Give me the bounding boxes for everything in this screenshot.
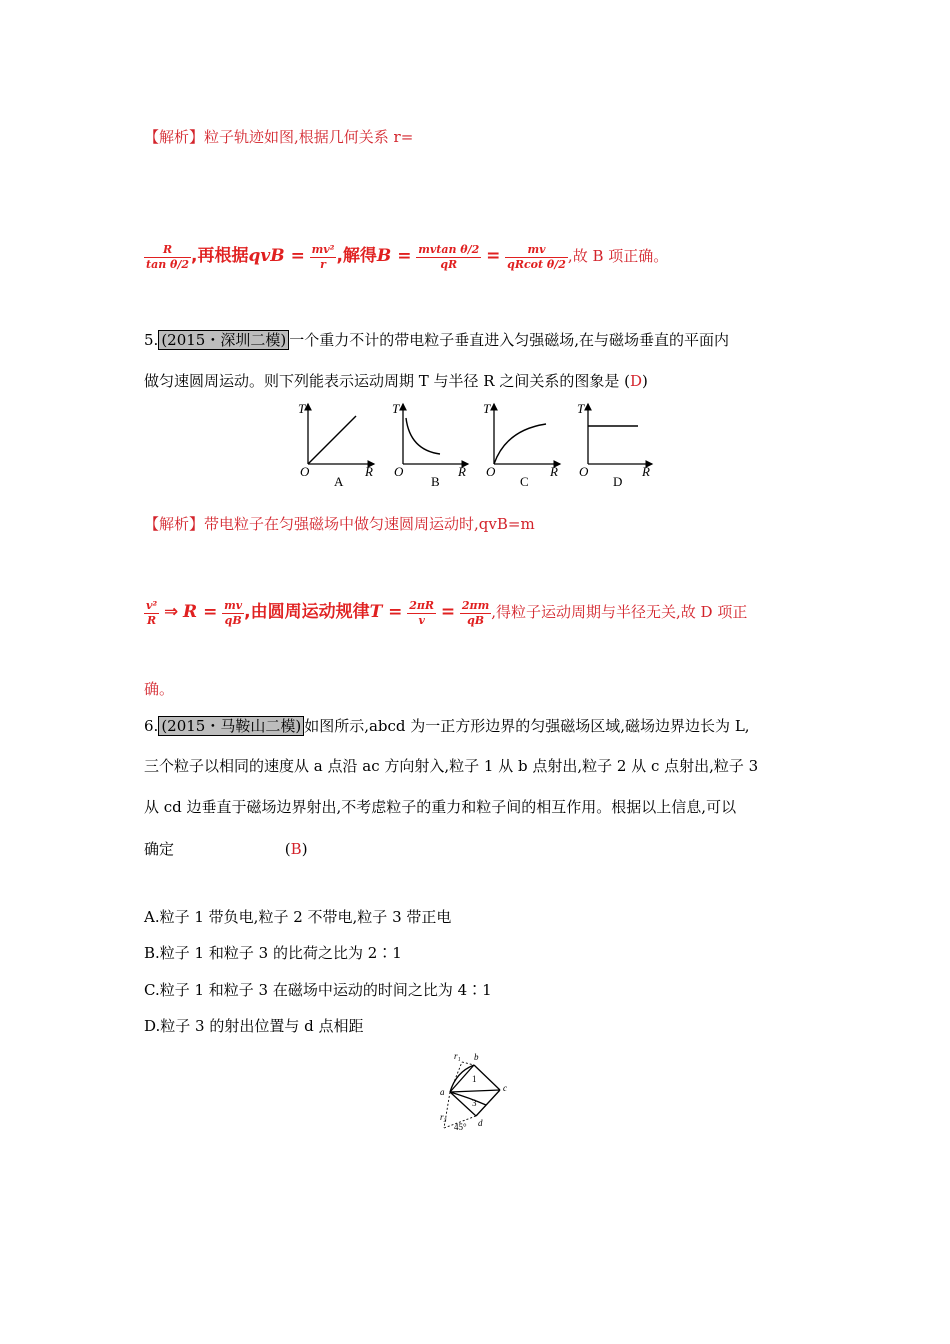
question-number: 6. <box>144 717 159 735</box>
formula-fraction: $\frac{2\pi m}{qB}$ <box>461 598 490 627</box>
answer-bracket: (D) <box>624 372 648 390</box>
option-d: D.粒子 3 的射出位置与 d 点相距 <box>144 1017 364 1035</box>
q4-analysis-line <box>144 127 413 147</box>
formula-eq: = <box>486 246 501 266</box>
q6-line4 <box>144 839 308 859</box>
svg-text:3: 3 <box>472 1098 477 1108</box>
formula-fraction: $\frac{\text{mv²}}{r}$ <box>311 242 335 271</box>
svg-text:R: R <box>642 464 650 479</box>
formula-fraction: $\frac{mv}{\text{qRcot θ/2}}$ <box>507 242 566 271</box>
formula-fraction: $\frac{mv}{qB}$ <box>224 598 243 627</box>
q6-line1 <box>144 716 750 736</box>
question-text: 从 cd 边垂直于磁场边界射出,不考虑粒子的重力和粒子间的相互作用。根据以上信息,可以 <box>144 798 737 816</box>
svg-text:r₁: r₁ <box>454 1051 461 1061</box>
q4-formula-line <box>144 236 668 276</box>
option-b: B.粒子 1 和粒子 3 的比荷之比为 2∶1 <box>144 944 402 962</box>
analysis-prefix: 【解析】 <box>144 128 205 146</box>
svg-text:O: O <box>394 464 404 479</box>
svg-text:O: O <box>486 464 496 479</box>
graph-a <box>298 401 374 489</box>
q6-line2 <box>144 756 758 776</box>
analysis-text: 粒子轨迹如图,根据几何关系 r= <box>204 128 414 146</box>
formula-eq: B = <box>376 246 412 266</box>
q5-analysis-tail <box>144 679 174 699</box>
option-c: C.粒子 1 和粒子 3 在磁场中运动的时间之比为 4∶1 <box>144 981 492 999</box>
svg-text:T: T <box>577 401 585 416</box>
svg-text:O: O <box>579 464 589 479</box>
question-number: 5. <box>144 331 159 349</box>
q5-line1 <box>144 330 729 350</box>
answer-bracket: (B) <box>284 840 308 858</box>
question-text: 确定 <box>144 840 175 858</box>
graph-d <box>577 401 652 489</box>
svg-text:d: d <box>478 1118 483 1128</box>
analysis-text: 确。 <box>144 680 175 698</box>
q5-line2 <box>144 371 648 391</box>
formula-text: ,由圆周运动规律 <box>244 602 370 622</box>
formula-tail: ,故 B 项正确。 <box>567 247 669 265</box>
svg-text:T: T <box>298 401 306 416</box>
svg-text:T: T <box>483 401 491 416</box>
svg-text:B: B <box>431 474 440 489</box>
formula-eq: = <box>440 602 456 622</box>
svg-text:R: R <box>550 464 558 479</box>
svg-text:D: D <box>613 474 623 489</box>
formula-fraction: $\frac{2\pi R}{v}$ <box>409 598 435 627</box>
svg-text:c: c <box>503 1083 507 1093</box>
q6-line3 <box>144 797 736 817</box>
question-text: 一个重力不计的带电粒子垂直进入匀强磁场,在与磁场垂直的平面内 <box>289 331 729 349</box>
formula-text: ,解得 <box>336 246 377 266</box>
q5-analysis-line <box>144 514 535 534</box>
question-text: 做匀速圆周运动。则下列能表示运动周期 T 与半径 R 之间关系的图象是 <box>144 372 620 390</box>
formula-text: ⇒ <box>164 602 179 622</box>
svg-text:45°: 45° <box>454 1122 467 1132</box>
svg-text:a: a <box>440 1087 445 1097</box>
formula-text: ,再根据 <box>191 246 249 266</box>
formula-eq: R = <box>183 602 218 622</box>
analysis-prefix: 【解析】 <box>144 515 205 533</box>
formula-eq: T = <box>369 602 403 622</box>
question-text: 三个粒子以相同的速度从 a 点沿 ac 方向射入,粒子 1 从 b 点射出,粒子 2 从 c 点射出,粒子 3 <box>144 757 759 775</box>
formula-fraction: $\frac{\text{mvtan θ/2}}{qR}$ <box>418 242 480 271</box>
formula-eq: qvB = <box>248 246 305 266</box>
svg-text:O: O <box>300 464 310 479</box>
option-a: A.粒子 1 带负电,粒子 2 不带电,粒子 3 带正电 <box>144 908 452 926</box>
formula-fraction: $\frac{\text{v²}}{R}$ <box>146 598 158 627</box>
svg-text:C: C <box>520 474 529 489</box>
svg-text:b: b <box>474 1052 479 1062</box>
q6-figure <box>436 1048 520 1140</box>
source-tag: (2015・深圳二模) <box>158 330 289 350</box>
formula-fraction: $\frac{R}{\text{tan θ/2}}$ <box>146 242 190 271</box>
graph-b <box>392 401 468 489</box>
svg-text:1: 1 <box>472 1074 477 1084</box>
q5-formula-line <box>144 592 747 632</box>
svg-text:T: T <box>392 401 400 416</box>
analysis-text: 带电粒子在匀强磁场中做匀速圆周运动时,qvB=m <box>204 515 535 533</box>
svg-text:r₃: r₃ <box>440 1112 447 1122</box>
svg-text:A: A <box>334 474 344 489</box>
formula-tail: ,得粒子运动周期与半径无关,故 D 项正 <box>491 603 748 621</box>
svg-text:R: R <box>458 464 466 479</box>
q5-graphs <box>290 398 660 490</box>
graph-c <box>483 401 560 489</box>
svg-text:R: R <box>365 464 373 479</box>
source-tag: (2015・马鞍山二模) <box>158 716 304 736</box>
question-text: 如图所示,abcd 为一正方形边界的匀强磁场区域,磁场边界边长为 L, <box>304 717 750 735</box>
